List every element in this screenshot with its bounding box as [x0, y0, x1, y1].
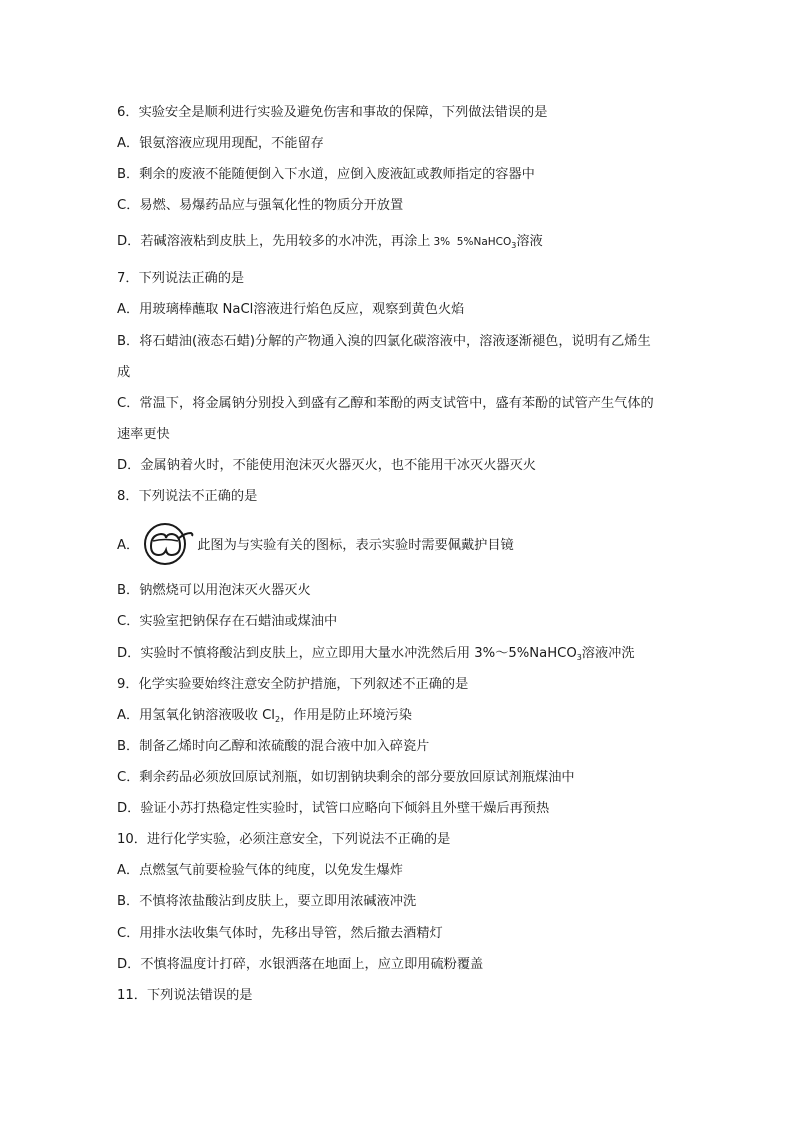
q7-option-c-line1: C．常温下，将金属钠分别投入到盛有乙醇和苯酚的两支试管中，盛有苯酚的试管产生气体的	[117, 396, 654, 411]
q8-option-d-suffix: 溶液冲洗	[581, 646, 635, 661]
goggles-icon	[141, 519, 195, 567]
q9-option-d: D．验证小苏打热稳定性实验时，试管口应略向下倾斜且外壁干燥后再预热	[117, 801, 550, 816]
q9-option-a-suffix: ，作用是防止环境污染	[280, 708, 412, 723]
q6-option-d-formula: NaHCO	[473, 236, 512, 248]
q6-option-d-conc: 3% 5%	[433, 236, 474, 248]
q8-option-a-prefix: A．	[117, 537, 140, 553]
q6-option-c: C．易燃、易爆药品应与强氧化性的物质分开放置	[117, 198, 404, 213]
q8-option-d-sub: 3	[576, 653, 582, 662]
q8-option-d-text: D．实验时不慎将酸沾到皮肤上，应立即用大量水冲洗然后用 3%～5%NaHCO	[117, 646, 577, 661]
q7-stem: 7．下列说法正确的是	[117, 271, 245, 286]
q9-stem: 9．化学实验要始终注意安全防护措施，下列叙述不正确的是	[117, 677, 469, 692]
q8-option-a	[117, 517, 514, 569]
q6-option-d-sub: 3	[511, 241, 517, 250]
q11-stem: 11．下列说法错误的是	[117, 988, 253, 1003]
q8-stem: 8．下列说法不正确的是	[117, 489, 258, 504]
q10-option-c: C．用排水法收集气体时，先移出导管，然后撤去酒精灯	[117, 926, 443, 941]
q7-option-b-line1: B．将石蜡油(液态石蜡)分解的产物通入溴的四氯化碳溶液中，溶液逐渐褪色，说明有乙烯生	[117, 334, 651, 349]
q9-option-a	[117, 707, 412, 729]
q9-option-b: B．制备乙烯时向乙醇和浓硫酸的混合液中加入碎瓷片	[117, 739, 430, 754]
q8-option-b: B．钠燃烧可以用泡沫灭火器灭火	[117, 583, 311, 598]
q7-option-b-line2: 成	[117, 365, 131, 380]
q7-option-d: D．金属钠着火时，不能使用泡沫灭火器灭火，也不能用干冰灭火器灭火	[117, 458, 536, 473]
q6-stem: 6．实验安全是顺利进行实验及避免伤害和事故的保障，下列做法错误的是	[117, 105, 548, 120]
q6-option-d-text: D．若碱溶液粘到皮肤上，先用较多的水冲洗，再涂上	[117, 234, 431, 249]
q10-option-d: D．不慎将温度计打碎，水银洒落在地面上，应立即用硫粉覆盖	[117, 957, 484, 972]
q10-option-b: B．不慎将浓盐酸沾到皮肤上，要立即用浓碱液冲洗	[117, 894, 417, 909]
q6-option-b: B．剩余的废液不能随便倒入下水道，应倒入废液缸或教师指定的容器中	[117, 167, 535, 182]
q8-option-c: C．实验室把钠保存在石蜡油或煤油中	[117, 614, 338, 629]
q9-option-a-sub: 2	[274, 715, 281, 724]
q7-option-c-line2: 速率更快	[117, 427, 170, 442]
q7-option-a: A．用玻璃棒蘸取 NaCl溶液进行焰色反应，观察到黄色火焰	[117, 302, 465, 317]
q6-option-d	[117, 233, 543, 255]
q8-option-a-text: 此图为与实验有关的图标，表示实验时需要佩戴护目镜	[197, 537, 514, 553]
q6-option-d-suffix: 溶液	[516, 234, 543, 249]
q8-option-d	[117, 645, 635, 667]
q10-stem: 10．进行化学实验，必须注意安全，下列说法不正确的是	[117, 832, 451, 847]
q9-option-a-text: A．用氢氧化钠溶液吸收 Cl	[117, 708, 275, 723]
q6-option-a: A．银氨溶液应现用现配，不能留存	[117, 136, 324, 151]
q9-option-c: C．剩余药品必须放回原试剂瓶，如切割钠块剩余的部分要放回原试剂瓶煤油中	[117, 770, 575, 785]
q10-option-a: A．点燃氢气前要检验气体的纯度，以免发生爆炸	[117, 863, 403, 878]
